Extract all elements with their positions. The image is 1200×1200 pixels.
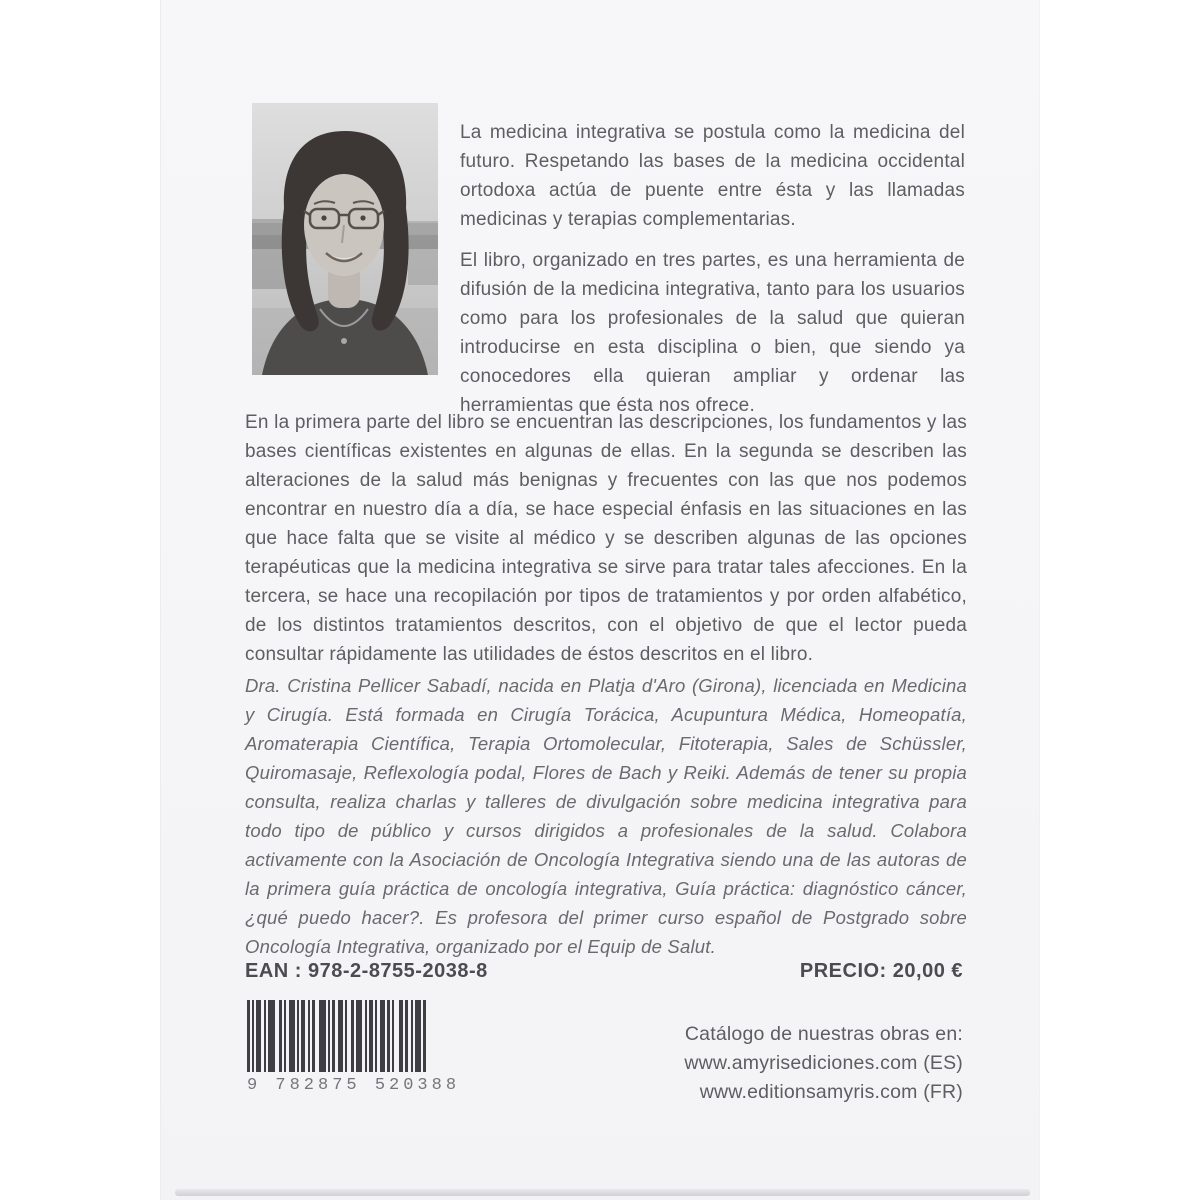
barcode-bar <box>308 1000 310 1072</box>
author-photo <box>252 103 438 375</box>
barcode-bar <box>319 1000 326 1072</box>
barcode-bar <box>312 1000 315 1072</box>
barcode-bar <box>328 1000 330 1072</box>
barcode-bar <box>356 1000 362 1072</box>
book-description: En la primera parte del libro se encuentran las descripciones, los fundamentos y las bases científicas existentes en algunas de ellas. En la segunda se describen las alteraciones de la salud más benignas y frecuentes con las que nos podemos encontrar en nuestro día a día, se hace especial énfasis en las situaciones en las que hace falta que se visite al médico y se describen algunas de las opciones terapéuticas que la medicina integrativa se sirve para tratar tales afecciones. En la tercera, se hace una recopilación por tipos de tratamientos y por orden alfabético, de los distintos tratamientos descritos, con el objetivo de que el lector pueda consultar rápidamente las utilidades de éstos descritos en el libro. <box>245 412 967 665</box>
barcode-bar <box>289 1000 295 1072</box>
barcode-bar <box>247 1000 250 1072</box>
ean-label: EAN : 978-2-8755-2038-8 <box>245 960 488 982</box>
intro-paragraph-1: La medicina integrativa se postula como la medicina del futuro. Respetando las bases de la medicina occidental ortodoxa actúa de puente entre ésta y las llamadas medicinas y terapias complementarias. <box>460 122 965 230</box>
barcode-bar <box>279 1000 282 1072</box>
author-biography: Dra. Cristina Pellicer Sabadí, nacida en Platja d'Aro (Girona), licenciada en Medicina y Cirugía. Está formada en Cirugía Torácica, Acupuntura Médica, Homeopatía, Aromaterapia Científica, Terapia Ortomolecular, Fitoterapia, Sales de Schüssler, Quiromasaje, Reflexología podal, Flores de Bach y Reiki. Además de tener su propia consulta, realiza charlas y talleres de divulgación sobre medicina integrativa para todo tipo de público y cursos dirigidos a profesionales de la salud. Colabora activamente con la Asociación de Oncología Integrativa siendo una de las autoras de la primera guía práctica de oncología integrativa, Guía práctica: diagnóstico cáncer, ¿qué puedo hacer?. Es profesora del primer curso español de Postgrado sobre Oncología Integrativa, organizado por el Equip de Salut. <box>245 674 967 957</box>
barcode-bar <box>297 1000 299 1072</box>
barcode-bar <box>411 1000 413 1072</box>
barcode-bar <box>375 1000 377 1072</box>
barcode-bar <box>345 1000 347 1072</box>
barcode-bar <box>284 1000 286 1072</box>
scan-bottom-edge <box>175 1189 1030 1196</box>
barcode <box>247 1000 461 1100</box>
barcode-bar <box>351 1000 354 1072</box>
intro-paragraph-2: El libro, organizado en tres partes, es una herramienta de difusión de la medicina integrativa, tanto para los usuarios como para los profesionales de la salud que quieran introducirse en esta disciplina o bien, que siendo ya conocedores ella quieran ampliar y ordenar las herramientas que ésta nos ofrece. <box>460 250 965 416</box>
barcode-bar <box>264 1000 266 1072</box>
barcode-bar <box>369 1000 373 1072</box>
barcode-bar <box>380 1000 385 1072</box>
barcode-bars <box>247 1000 437 1072</box>
author-portrait-illustration <box>252 103 438 375</box>
barcode-bar <box>392 1000 394 1072</box>
barcode-bar <box>415 1000 421 1072</box>
barcode-bar <box>423 1000 426 1072</box>
barcode-bar <box>301 1000 305 1072</box>
barcode-digits: 9 782875 520388 <box>247 1076 461 1095</box>
barcode-bar <box>365 1000 367 1072</box>
barcode-bar <box>252 1000 254 1072</box>
barcode-bar <box>399 1000 403 1072</box>
price-label: PRECIO: 20,00 € <box>799 960 963 982</box>
barcode-bar <box>268 1000 275 1072</box>
catalog-line-1: Catálogo de nuestras obras en: <box>684 1023 963 1045</box>
barcode-bar <box>256 1000 261 1072</box>
catalog-website-es: www.amyrisediciones.com (ES) <box>684 1052 963 1074</box>
barcode-bar <box>387 1000 390 1072</box>
barcode-bar <box>338 1000 343 1072</box>
barcode-bar <box>332 1000 335 1072</box>
catalog-info <box>684 1020 963 1107</box>
barcode-bar <box>405 1000 408 1072</box>
catalog-website-fr: www.editionsamyris.com (FR) <box>699 1081 963 1103</box>
